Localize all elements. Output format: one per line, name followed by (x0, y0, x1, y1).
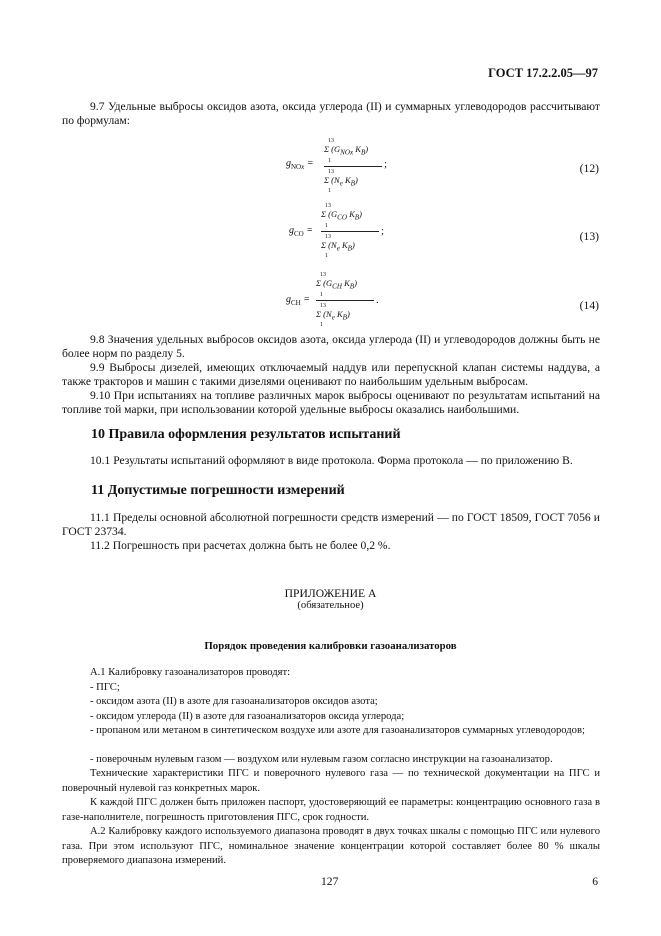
equation-fraction: 13 Σ ($G_{NOx}$ $K_B$) 1 13 Σ ($N_e$ $K_B$) 1 (324, 138, 382, 194)
equation-fraction: 13 Σ ($G_{CH}$ $K_B$) 1 13 Σ ($N_e$ $K_B$) 1 (316, 272, 374, 328)
annex-list-item: - оксидом углерода (II) в азоте для газоанализаторов оксида углерода; (90, 711, 405, 722)
equation-number-13: (13) (579, 230, 599, 243)
paragraph-9-9: 9.9 Выбросы дизелей, имеющих отключаемый наддув или перепускной клапан системы наддува, а также тракторов и машин с такими дизелями оценивают по наибольшим удельным выбросам. (62, 361, 600, 388)
paragraph-11-2: 11.2 Погрешность при расчетах должна быть не более 0,2 %. (90, 539, 391, 552)
annex-a1-line: А.1 Калибровку газоанализаторов проводят: (90, 667, 291, 678)
paragraph-9-7: 9.7 Удельные выбросы оксидов азота, оксида углерода (II) и суммарных углеводородов рассчитывают по формулам: (62, 100, 600, 127)
page-number: 127 (321, 875, 339, 888)
equation-number-14: (14) (579, 299, 599, 312)
annex-title: ПРИЛОЖЕНИЕ А (284, 587, 377, 600)
annex-list-item: - поверочным нулевым газом — воздухом или нулевым газом согласно инструкции на газоанализатор. (90, 754, 553, 765)
fraction-bar (321, 231, 379, 232)
equation-lhs: $g_{CO}$ = (289, 225, 313, 238)
paragraph-9-10: 9.10 При испытаниях на топливе различных марок выбросы оценивают по результатам испытаний на топливе той марки, при использовании которой удельные выбросы оказались наибольшими. (62, 389, 600, 416)
annex-status: (обязательное) (297, 600, 364, 611)
annex-heading: Порядок проведения калибровки газоанализаторов (204, 640, 457, 652)
annex-paragraph: К каждой ПГС должен быть приложен паспорт, удостоверяющий ее параметры: концентрацию основного газа в газе-наполнителе, погрешность приготовления ПГС, срок годности. (62, 797, 600, 823)
standard-header: ГОСТ 17.2.2.05—97 (488, 66, 598, 80)
document-page: ГОСТ 17.2.2.05—97 9.7 Удельные выбросы оксидов азота, оксида углерода (II) и суммарных углеводородов рассчитывают по формулам: $g_{NOx}$ = 13 Σ ($G_{NOx}$ $K_B$) 1 13 Σ ($N_e$ $K_B$) 1 ; (12) $g_{CO}$ = 13 Σ ($G_{CO}$ $K_B$) 1 13 Σ ($N_e$ $K_B$) 1 ; (13) $g_{CH}$ = 13 Σ ($G_{CH}$ $K_B$) 1 13 Σ ($N_e$ $K_B$) 1 . (14) 9.8 Значения удельных выбросов оксидов азота, оксида углерода (II) и углеводородов должны быть не более норм по разделу 5. 9.9 Выбросы дизелей, имеющих отключаемый наддув или перепускной клапан системы наддува, а также тракторов и машин с такими дизелями оценивают по наибольшим удельным выбросам. 9.10 При испытаниях на топливе различных марок выбросы оценивают по результатам испытаний на топливе той марки, при использовании которой удельные выбросы оказались наибольшими. 10 Правила оформления результатов испытаний 10.1 Результаты испытаний оформляют в виде протокола. Форма протокола — по приложению В. 11 Допустимые погрешности измерений 11.1 Пределы основной абсолютной погрешности средств измерений — по ГОСТ 18509, ГОСТ 7056 и ГОСТ 23734. 11.2 Погрешность при расчетах должна быть не более 0,2 %. ПРИЛОЖЕНИЕ А (обязательное) Порядок проведения калибровки газоанализаторов А.1 Калибровку газоанализаторов проводят: - ПГС; - оксидом азота (II) в азоте для газоанализаторов оксидов азота; - оксидом углерода (II) в азоте для газоанализаторов оксида углерода; - пропаном или метаном в синтетическом воздухе или азоте для газоанализаторов суммарных углеводородов; - поверочным нулевым газом — воздухом или нулевым газом согласно инструкции на газоанализатор. Технические характеристики ПГС и поверочного нулевого газа — по технической документации на ПГС и поверочный нулевой газ конкретных марок. К каждой ПГС должен быть приложен паспорт, удостоверяющий ее параметры: концентрацию основного газа в газе-наполнителе, погрешность приготовления ПГС, срок годности. А.2 Калибровку каждого используемого диапазона проводят в двух точках шкалы с помощью ПГС или нулевого газа. При этом используют ПГС, номинальное значение концентрации которой составляет более 80 % шкалы проверяемого диапазона измерений. 127 6 (0, 0, 661, 936)
equation-number-12: (12) (579, 162, 599, 175)
paragraph-9-8: 9.8 Значения удельных выбросов оксидов азота, оксида углерода (II) и углеводородов должны быть не более норм по разделу 5. (62, 333, 600, 360)
section-heading-11: 11 Допустимые погрешности измерений (91, 483, 345, 498)
equation-fraction: 13 Σ ($G_{CO}$ $K_B$) 1 13 Σ ($N_e$ $K_B$) 1 (321, 203, 379, 259)
equation-lhs: $g_{CH}$ = (286, 294, 310, 307)
fraction-bar (324, 166, 382, 167)
annex-list-item: - оксидом азота (II) в азоте для газоанализаторов оксидов азота; (90, 696, 378, 707)
section-heading-10: 10 Правила оформления результатов испытаний (91, 427, 401, 442)
equation-lhs: $g_{NOx}$ = (286, 158, 314, 171)
paragraph-11-1: 11.1 Пределы основной абсолютной погрешности средств измерений — по ГОСТ 18509, ГОСТ 7056 и ГОСТ 23734. (62, 511, 600, 538)
fraction-bar (316, 300, 374, 301)
annex-list-item: - ПГС; (90, 682, 120, 693)
paragraph-10-1: 10.1 Результаты испытаний оформляют в виде протокола. Форма протокола — по приложению В. (90, 454, 573, 467)
annex-paragraph: Технические характеристики ПГС и поверочного нулевого газа — по технической документации на ПГС и поверочный нулевой газ конкретных марок. (62, 768, 600, 794)
annex-list-item: - пропаном или метаном в синтетическом воздухе или азоте для газоанализаторов суммарных углеводородов; (90, 725, 585, 736)
sheet-number: 6 (592, 875, 598, 888)
annex-a2-paragraph: А.2 Калибровку каждого используемого диапазона проводят в двух точках шкалы с помощью ПГС или нулевого газа. При этом используют ПГС, номинальное значение концентрации которой составляет более 80 % шкалы проверяемого диапазона измерений. (62, 826, 600, 867)
